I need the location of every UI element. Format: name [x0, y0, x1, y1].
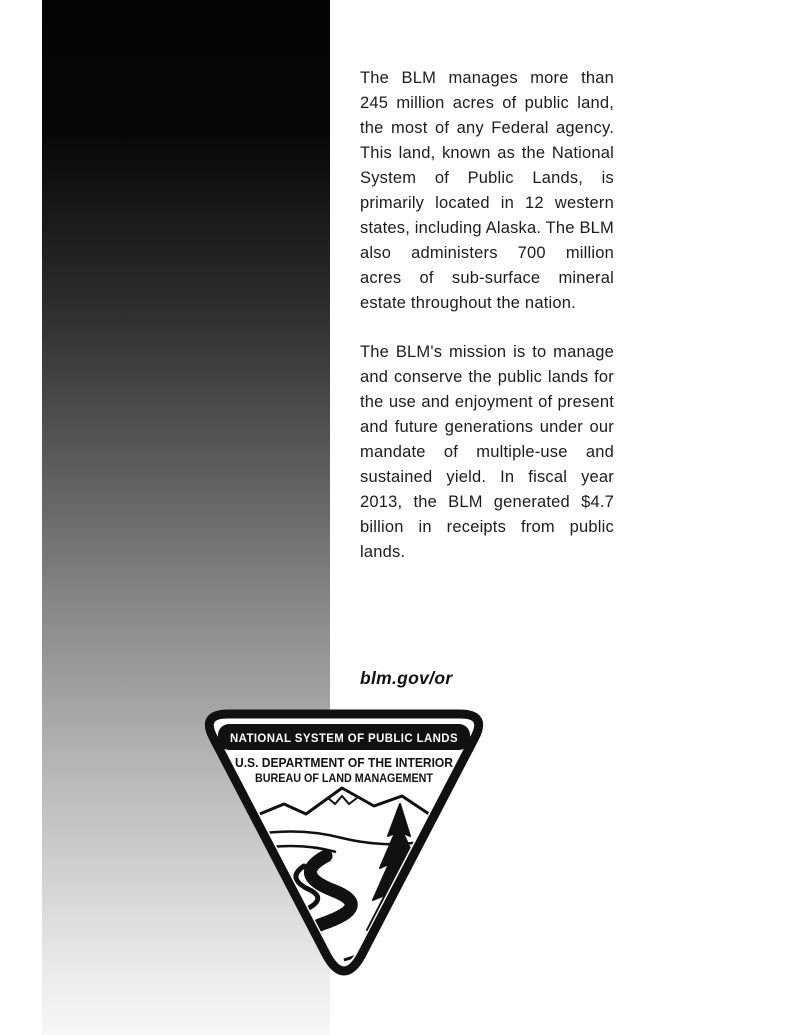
logo-dept-line1: U.S. DEPARTMENT OF THE INTERIOR: [235, 756, 453, 770]
paragraph-blm-mission: The BLM's mission is to manage and conserve the public lands for the use and enjoyment of present and future generations under our mandate of multiple-use and sustained yield. In fiscal year 2013, the BLM generated $4.7 billion in receipts from public lands.: [360, 343, 614, 561]
logo-dept-line2: BUREAU OF LAND MANAGEMENT: [255, 773, 433, 785]
blm-logo: [194, 708, 494, 990]
paragraph-blm-overview: The BLM manages more than 245 million acres of public land, the most of any Federal agency. This land, known as the National System of Public Lands, is primarily located in 12 western states, including Alaska. The BLM also administers 700 million acres of sub-surface mineral estate throughout the nation.: [360, 69, 614, 312]
logo-shield-outline: [209, 714, 478, 971]
foothill-line-right: [426, 849, 464, 854]
logo-banner-text: NATIONAL SYSTEM OF PUBLIC LANDS: [230, 733, 458, 745]
blm-logo-svg: [194, 708, 494, 990]
blm-website-url: blm.gov/or: [360, 668, 453, 688]
body-text-column: [360, 66, 614, 589]
